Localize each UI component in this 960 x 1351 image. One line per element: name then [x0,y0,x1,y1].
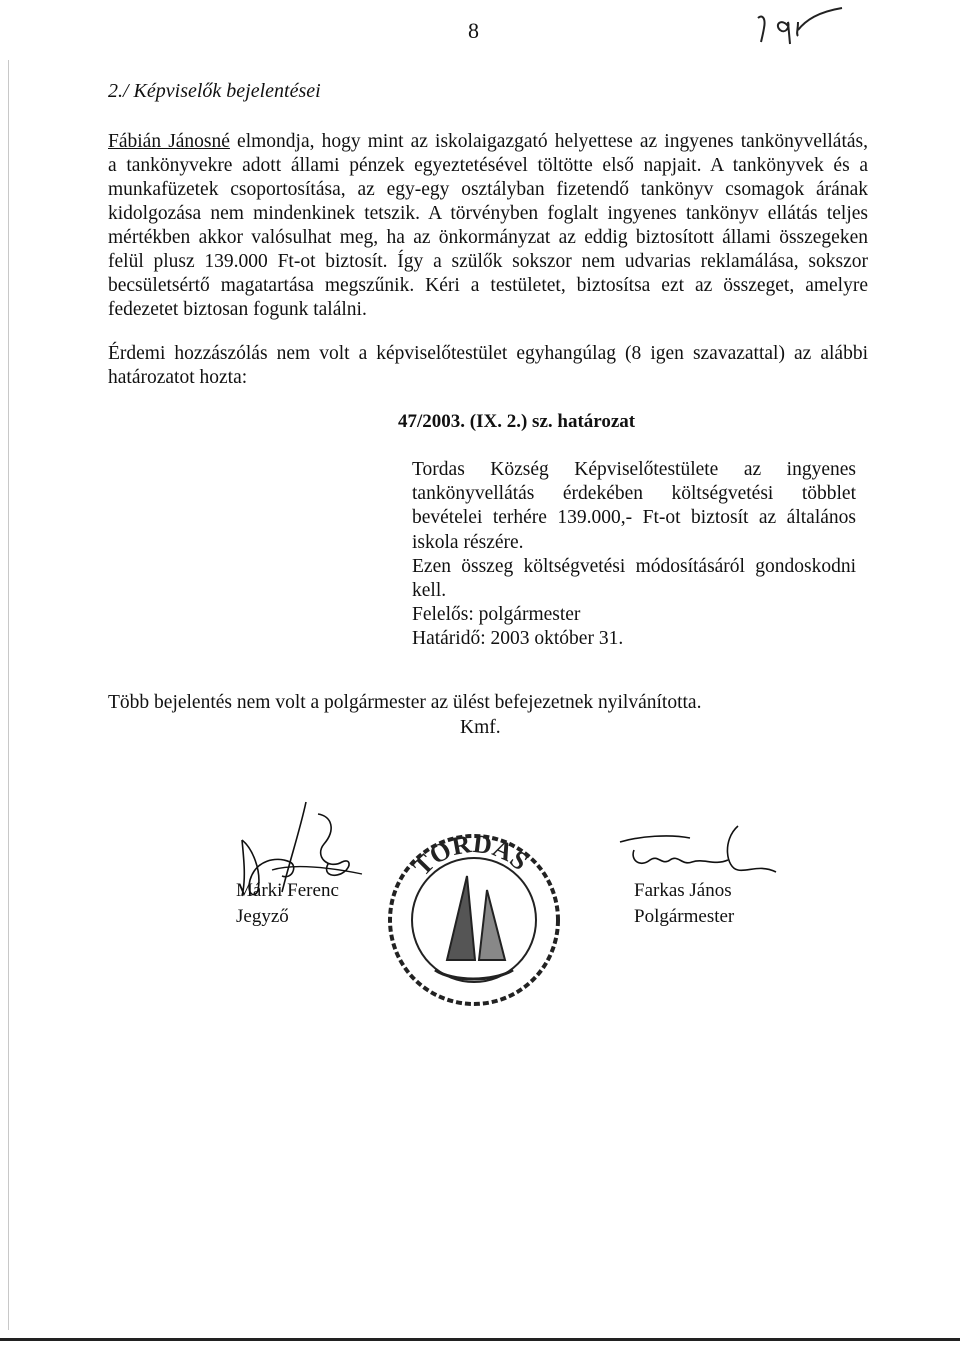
resolution-line: Ezen összeg költségvetési módosításáról gondoskodni [412,555,856,577]
scan-margin-line [8,60,9,1330]
resolution-line: iskola részére. [412,531,524,553]
paragraph-line: a tankönyvekre adott állami pénzek egyeztetésével töltötte első napjait. A tankönyvek és a [108,155,868,176]
resolution-line: kell. [412,580,447,602]
signatory-right [634,878,734,930]
speaker-name: Fábián Jánosné [108,131,230,152]
paragraph-line: becsületsértő magatartása megszűnik. Kéri a testületet, biztosítsa ezt az összeget, amelyre [108,275,868,296]
paragraph-line: mértékben akkor valósulhat meg, ha az önkormányzat az eddig biztosított állami összegeken [108,227,868,248]
paragraph-line: felül plusz 139.000 Ft-ot biztosít. Így a szülők sokszor nem udvarias reklamálása, sokszor [108,251,868,272]
paragraph-line: Érdemi hozzászólás nem volt a képviselőtestület egyhangúlag (8 igen szavazattal) az alábbi [108,343,868,364]
resolution-line: bevételei terhére 139.000,- Ft-ot biztosít az általános [412,507,856,529]
paragraph-line: Fábián Jánosné elmondja, hogy mint az iskolaigazgató helyettese az ingyenes tankönyvellátás, [108,131,868,152]
signatory-left-title: Jegyző [236,906,289,927]
paragraph-line: fedezetet biztosan fogunk találni. [108,299,367,320]
resolution-body [412,458,856,652]
signatory-left [236,878,339,930]
resolution-line: tankönyvellátás érdekében költségvetési többlet [412,483,856,505]
kmf-label: Kmf. [460,717,501,738]
closing-statement: Több bejelentés nem volt a polgármester az ülést befejezetnek nyilvánította. [108,692,702,713]
paragraph-school-textbooks [108,130,868,322]
resolution-responsible: Felelős: polgármester [412,604,581,626]
page-number: 8 [468,18,479,43]
paragraph-vote [108,342,868,390]
section-heading: 2./ Képviselők bejelentései [108,80,321,102]
signatory-right-name: Farkas János [634,880,732,901]
scan-bottom-edge [0,1338,960,1341]
paragraph-line: kidolgozása nem mindenkinek tetszik. A törvényben foglalt ingyenes tankönyv ellátás teljes [108,203,868,224]
handwritten-page-mark [752,4,848,46]
signatory-left-name: Márki Ferenc [236,880,339,901]
signatory-right-title: Polgármester [634,906,735,927]
official-seal [383,820,565,1020]
paragraph-line: határozatot hozta: [108,367,248,388]
resolution-line: Tordas Község Képviselőtestülete az ingyenes [412,459,856,480]
paragraph-line: munkafüzetek csoportosítása, az egy-egy osztályban fizetendő tankönyv csomagok árának [108,179,868,200]
resolution-deadline: Határidő: 2003 október 31. [412,628,624,650]
resolution-title: 47/2003. (IX. 2.) sz. határozat [398,411,636,432]
seal-text: TORDAS [407,828,534,882]
